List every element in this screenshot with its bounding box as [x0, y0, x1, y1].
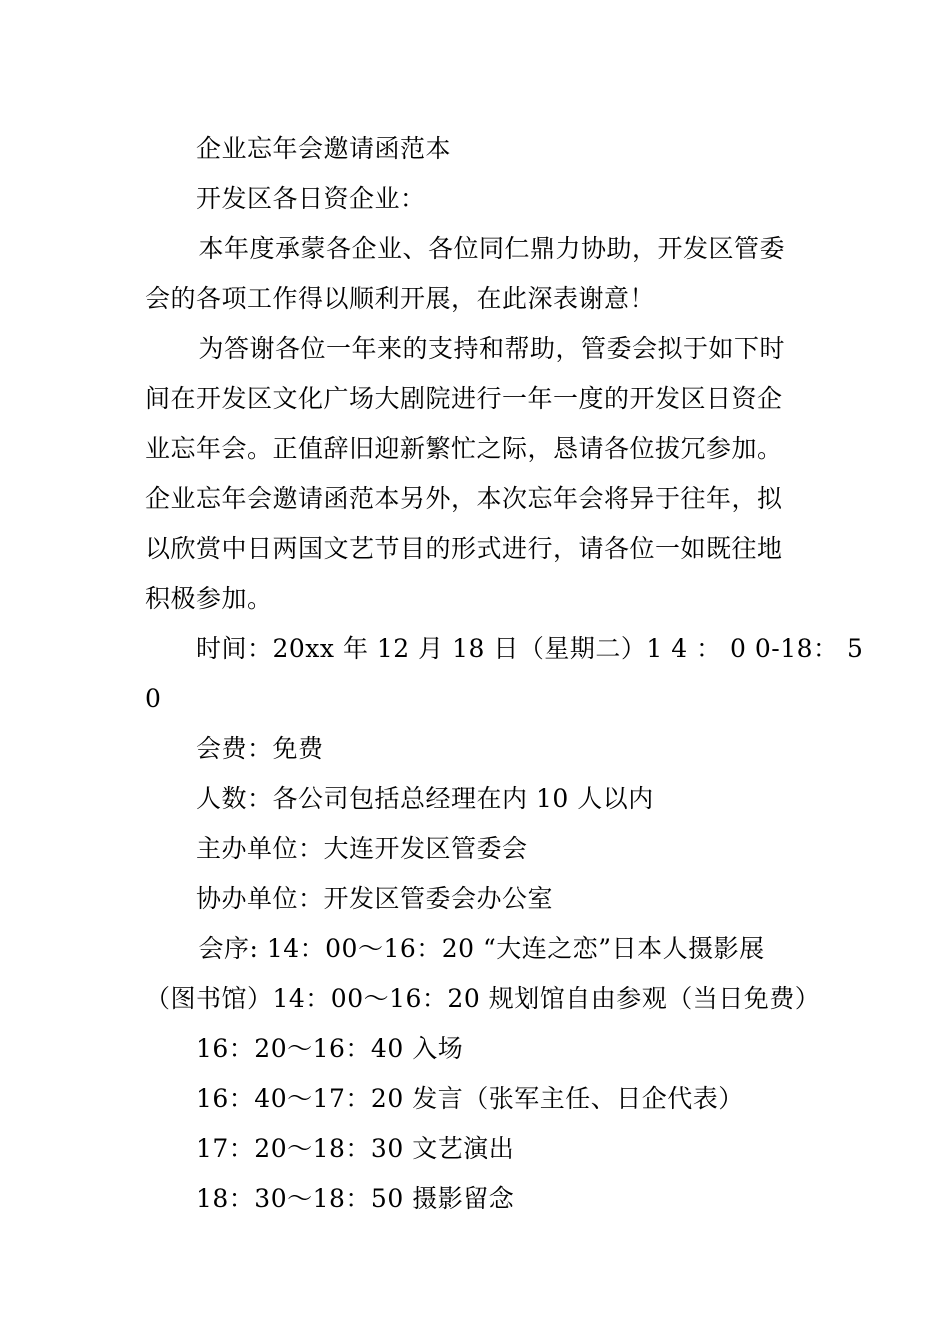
event-attendees: 人数：各公司包括总经理在内 10 人以内: [196, 784, 654, 813]
event-organizer: 主办单位：大连开发区管委会: [196, 834, 528, 863]
paragraph-line: 积极参加。: [145, 584, 273, 613]
salutation: 开发区各日资企业：: [196, 184, 426, 213]
schedule-item: 18：30～18：50 摄影留念: [196, 1184, 515, 1213]
paragraph-line: 业忘年会。正值辞旧迎新繁忙之际，恳请各位拔冗参加。: [145, 434, 783, 463]
document-title: 企业忘年会邀请函范本: [196, 134, 452, 163]
paragraph-line: 以欣赏中日两国文艺节目的形式进行，请各位一如既往地: [145, 534, 783, 563]
schedule-intro: 会序: 14：00～16：20 “大连之恋”日本人摄影展: [190, 934, 765, 963]
paragraph-line: 企业忘年会邀请函范本另外，本次忘年会将异于往年，拟: [145, 484, 783, 513]
event-time-continued: 0: [145, 684, 162, 713]
event-co-organizer: 协办单位：开发区管委会办公室: [196, 884, 554, 913]
event-time: 时间：20xx 年 12 月 18 日（星期二）1 4 ： 0 0-18： 5: [196, 634, 864, 663]
event-fee: 会费：免费: [196, 734, 324, 763]
paragraph-line: 本年度承蒙各企业、各位同仁鼎力协助，开发区管委: [190, 234, 785, 263]
schedule-item: 16：40～17：20 发言（张军主任、日企代表）: [196, 1084, 744, 1113]
schedule-item: 16：20～16：40 入场: [196, 1034, 464, 1063]
schedule-item: 17：20～18：30 文艺演出: [196, 1134, 515, 1163]
paragraph-line: 间在开发区文化广场大剧院进行一年一度的开发区日资企: [145, 384, 783, 413]
schedule-intro-continued: （图书馆）14：00～16：20 规划馆自由参观（当日免费）: [145, 984, 821, 1013]
paragraph-line: 为答谢各位一年来的支持和帮助，管委会拟于如下时: [190, 334, 785, 363]
paragraph-line: 会的各项工作得以顺利开展，在此深表谢意！: [145, 284, 656, 313]
